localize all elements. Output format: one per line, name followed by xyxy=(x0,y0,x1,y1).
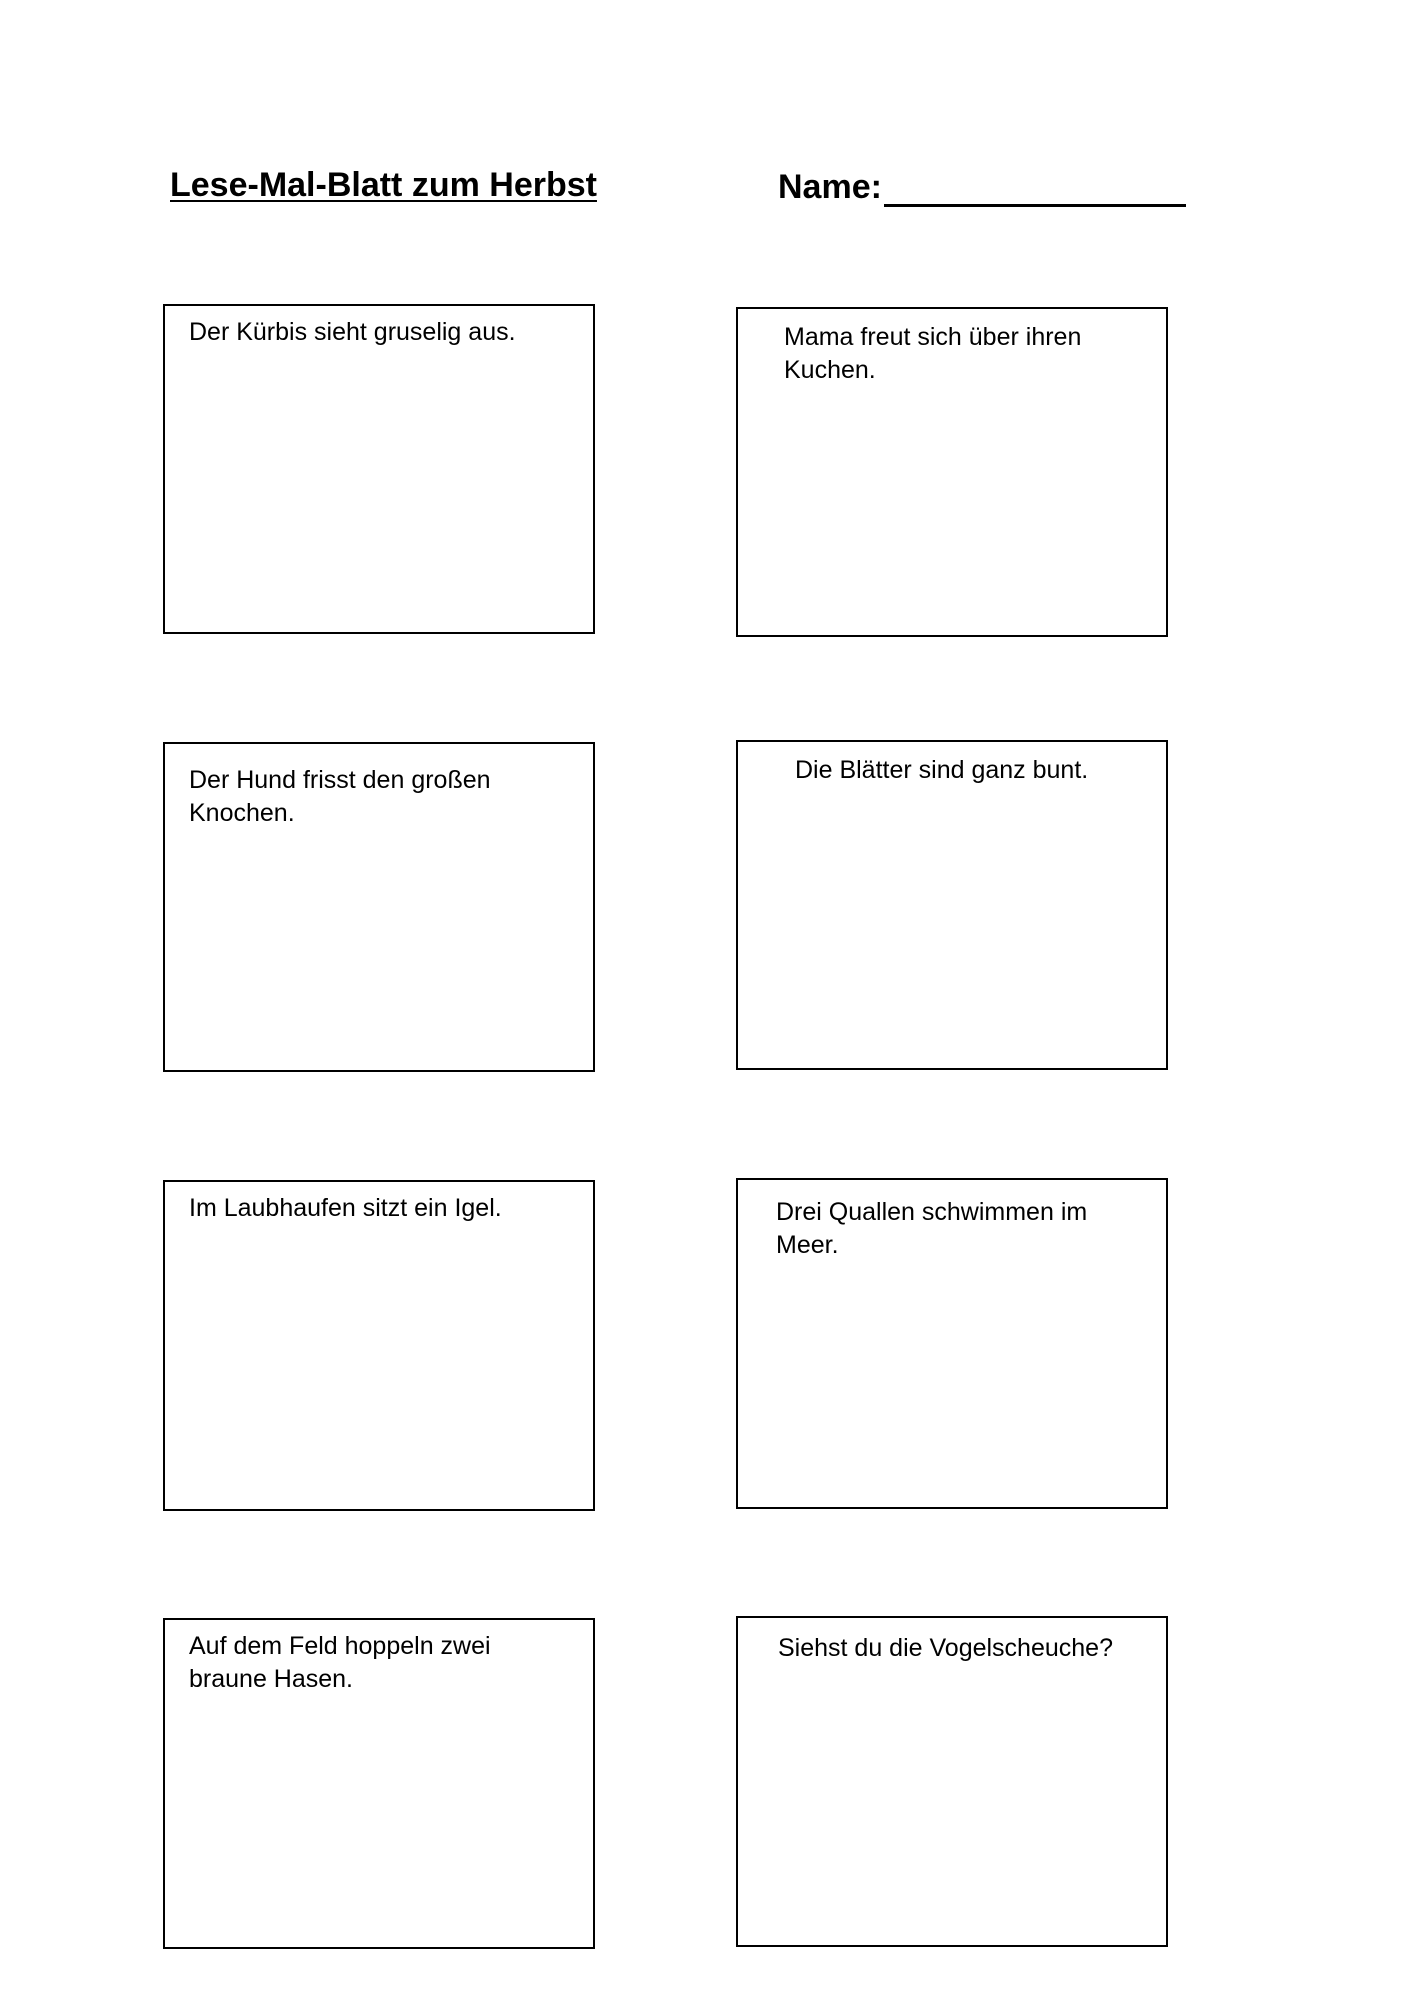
drawing-box-4[interactable] xyxy=(736,740,1168,1070)
drawing-box-2[interactable] xyxy=(736,307,1168,637)
box-sentence: Der Hund frisst den großen Knochen. xyxy=(189,766,491,827)
drawing-box-7[interactable] xyxy=(163,1618,595,1949)
worksheet-title: Lese-Mal-Blatt zum Herbst xyxy=(170,166,597,204)
name-blank-line[interactable] xyxy=(884,166,1186,207)
box-sentence: Mama freut sich über ihren Kuchen. xyxy=(784,323,1082,384)
box-sentence: Im Laubhaufen sitzt ein Igel. xyxy=(189,1194,502,1222)
drawing-box-8[interactable] xyxy=(736,1616,1168,1947)
drawing-box-1[interactable] xyxy=(163,304,595,634)
box-sentence: Auf dem Feld hoppeln zwei braune Hasen. xyxy=(189,1632,491,1693)
name-field xyxy=(778,166,1186,207)
box-sentence: Die Blätter sind ganz bunt. xyxy=(795,756,1089,784)
drawing-box-6[interactable] xyxy=(736,1178,1168,1509)
name-label: Name: xyxy=(778,168,882,206)
drawing-box-3[interactable] xyxy=(163,742,595,1072)
drawing-box-5[interactable] xyxy=(163,1180,595,1511)
box-sentence: Der Kürbis sieht gruselig aus. xyxy=(189,318,516,346)
box-sentence: Siehst du die Vogelscheuche? xyxy=(778,1634,1113,1662)
box-sentence: Drei Quallen schwimmen im Meer. xyxy=(776,1198,1088,1259)
